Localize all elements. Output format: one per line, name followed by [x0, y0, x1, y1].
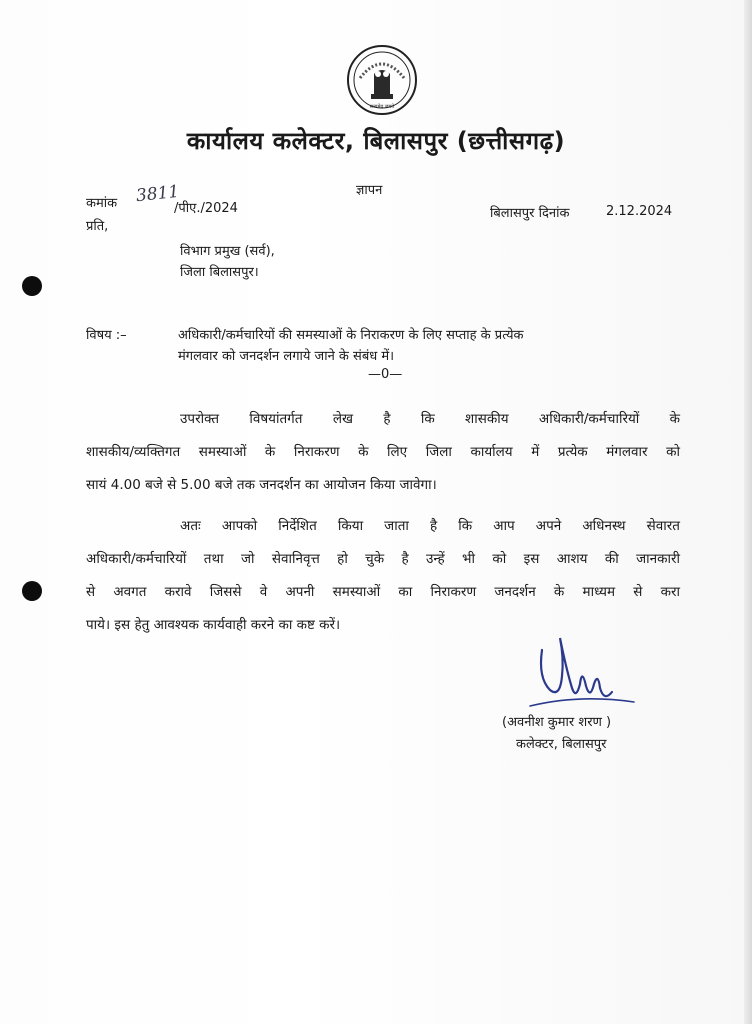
subject-line-2: मंगलवार को जनदर्शन लगाये जाने के संबंध में।	[178, 349, 395, 364]
body-p2-line-4: पाये। इस हेतु आवश्यक कार्यवाही करने का कष्ट करें।	[86, 617, 341, 633]
body-p2-line-3: से अवगत करावे जिससे वे अपनी समस्याओं का निराकरण जनदर्शन के माध्यम से करा	[86, 584, 680, 600]
kramank-label: कमांक	[86, 196, 118, 211]
body-p1-line-3: सायं 4.00 बजे से 5.00 बजे तक जनदर्शन का आयोजन किया जावेगा।	[86, 477, 437, 493]
office-title: कार्यालय कलेक्टर, बिलासपुर (छत्तीसगढ़)	[186, 127, 566, 155]
subject-divider: —0—	[368, 367, 403, 382]
punch-hole-top	[22, 276, 42, 296]
kramank-number-handwritten: 3811	[135, 181, 181, 207]
body-p2-line-1: अतः आपको निर्देशित किया जाता है कि आप अपने अधिनस्थ सेवारत	[180, 518, 680, 534]
state-emblem-seal-icon	[346, 44, 418, 116]
subject-line-1: अधिकारी/कर्मचारियों की समस्याओं के निराकरण के लिए सप्ताह के प्रत्येक	[178, 328, 524, 343]
date-place: बिलासपुर दिनांक	[490, 206, 570, 221]
recipient-line-2: जिला बिलासपुर।	[180, 265, 259, 280]
subject-label: विषय :–	[86, 328, 127, 343]
recipient-line-1: विभाग प्रमुख (सर्व),	[180, 244, 275, 259]
prati-label: प्रति,	[86, 219, 109, 234]
body-p2-line-2: अधिकारी/कर्मचारियों तथा जो सेवानिवृत्त हो चुके है उन्हें भी को इस आशय की जानकारी	[86, 551, 680, 567]
kramank-suffix: /पीए./2024	[174, 201, 238, 216]
punch-hole-bottom	[22, 581, 42, 601]
emblem-motto: सत्यमेव जयते	[369, 104, 395, 110]
body-p1-line-1: उपरोक्त विषयांतर्गत लेख है कि शासकीय अधिकारी/कर्मचारियों के	[180, 411, 680, 427]
body-p1-line-2: शासकीय/व्यक्तिगत समस्याओं के निराकरण के लिए जिला कार्यालय में प्रत्येक मंगलवार को	[86, 444, 680, 460]
signatory-designation: कलेक्टर, बिलासपुर	[516, 737, 607, 752]
signature-icon	[520, 628, 640, 724]
signatory-name: (अवनीश कुमार शरण )	[502, 715, 612, 730]
date-value: 2.12.2024	[606, 204, 673, 219]
document-type: ज्ञापन	[356, 183, 383, 198]
